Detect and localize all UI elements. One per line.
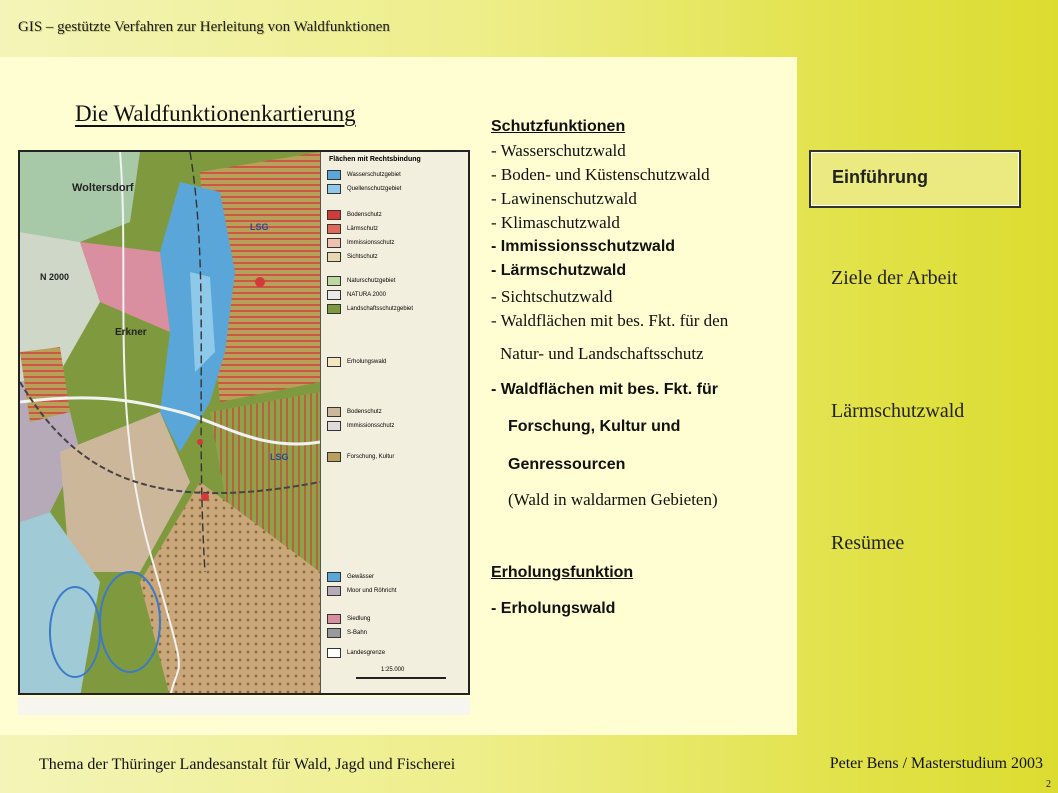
- legend-swatch: [327, 276, 341, 286]
- legend-swatch: [327, 184, 341, 194]
- list-item: - Lärmschutzwald: [491, 262, 627, 279]
- legend-item: Quellenschutzgebiet: [327, 184, 401, 194]
- legend-item: S-Bahn: [327, 628, 367, 638]
- legend-item: Immissionsschutz: [327, 238, 394, 248]
- list-item-continuation: Natur- und Landschaftsschutz: [500, 344, 704, 363]
- map-caption: [18, 697, 470, 715]
- list-item: - Waldflächen mit bes. Fkt. für den: [491, 311, 729, 330]
- legend-item: Lärmschutz: [327, 224, 378, 234]
- legend-swatch: [327, 407, 341, 417]
- slide-title: Die Waldfunktionenkartierung: [75, 101, 356, 126]
- scale-bar: [356, 677, 446, 679]
- legend-swatch: [327, 421, 341, 431]
- legend-item: Sichtschutz: [327, 252, 378, 262]
- legend-item: Naturschutzgebiet: [327, 276, 395, 286]
- legend-item: Moor und Röhricht: [327, 586, 396, 596]
- nav-item-laermschutzwald[interactable]: Lärmschutzwald: [831, 400, 965, 422]
- list-item: - Boden- und Küstenschutzwald: [491, 165, 710, 184]
- legend-item: Immissionsschutz: [327, 421, 394, 431]
- legend-swatch: [327, 252, 341, 262]
- list-item-continuation: Forschung, Kultur und: [508, 418, 681, 435]
- forest-function-map: [18, 150, 470, 695]
- map-label-erkner: Erkner: [115, 327, 147, 338]
- legend-item: Landesgrenze: [327, 648, 385, 658]
- legend-swatch: [327, 614, 341, 624]
- presentation-title: GIS – gestützte Verfahren zur Herleitung von Waldfunktionen: [18, 19, 390, 35]
- nav-item-einfuehrung[interactable]: [809, 150, 1021, 208]
- heading-erholungsfunktion: Erholungsfunktion: [491, 564, 634, 581]
- legend-swatch: [327, 210, 341, 220]
- list-item: - Waldflächen mit bes. Fkt. für: [491, 381, 718, 398]
- legend-swatch: [327, 224, 341, 234]
- legend-swatch: [327, 586, 341, 596]
- heading-schutzfunktionen: Schutzfunktionen: [491, 118, 626, 135]
- legend-item: Bodenschutz: [327, 407, 382, 417]
- legend-swatch: [327, 170, 341, 180]
- legend-item: Erholungswald: [327, 357, 386, 367]
- legend-swatch: [327, 238, 341, 248]
- map-legend: [320, 152, 470, 693]
- legend-swatch: [327, 572, 341, 582]
- nav-item-label: Einführung: [832, 167, 928, 187]
- nav-item-resuemee[interactable]: Resümee: [831, 532, 905, 554]
- map-drawing: [20, 152, 320, 695]
- legend-heading: Flächen mit Rechtsbindung: [329, 156, 421, 163]
- list-item-continuation: Genressourcen: [508, 456, 626, 473]
- list-item: - Sichtschutzwald: [491, 287, 613, 306]
- legend-swatch: [327, 628, 341, 638]
- legend-item: NATURA 2000: [327, 290, 386, 300]
- map-label-n2000: N 2000: [40, 272, 70, 282]
- legend-item: Bodenschutz: [327, 210, 382, 220]
- nav-item-ziele[interactable]: Ziele der Arbeit: [831, 267, 958, 289]
- legend-swatch: [327, 290, 341, 300]
- list-item: - Wasserschutzwald: [491, 141, 626, 160]
- map-label-lsg: LSG: [270, 452, 289, 462]
- map-scale: 1:25.000: [381, 667, 405, 673]
- legend-swatch: [327, 304, 341, 314]
- page-number: 2: [1046, 779, 1051, 790]
- legend-item: Forschung, Kultur: [327, 452, 394, 462]
- list-item: - Immissionsschutzwald: [491, 238, 676, 255]
- legend-item: Wasserschutzgebiet: [327, 170, 401, 180]
- legend-item: Landschaftsschutzgebiet: [327, 304, 413, 314]
- list-item: - Erholungswald: [491, 600, 616, 617]
- legend-swatch: [327, 648, 341, 658]
- legend-swatch: [327, 357, 341, 367]
- footer-left-text: Thema der Thüringer Landesanstalt für Wald, Jagd und Fischerei: [39, 756, 456, 773]
- list-item: - Klimaschutzwald: [491, 213, 620, 232]
- map-label-lsg: LSG: [250, 222, 269, 232]
- footer-author: Peter Bens / Masterstudium 2003: [829, 755, 1043, 772]
- map-label-woltersdorf: Woltersdorf: [72, 182, 134, 194]
- list-item-note: (Wald in waldarmen Gebieten): [508, 490, 718, 509]
- legend-item: Siedlung: [327, 614, 370, 624]
- list-item: - Lawinenschutzwald: [491, 189, 637, 208]
- legend-swatch: [327, 452, 341, 462]
- legend-item: Gewässer: [327, 572, 374, 582]
